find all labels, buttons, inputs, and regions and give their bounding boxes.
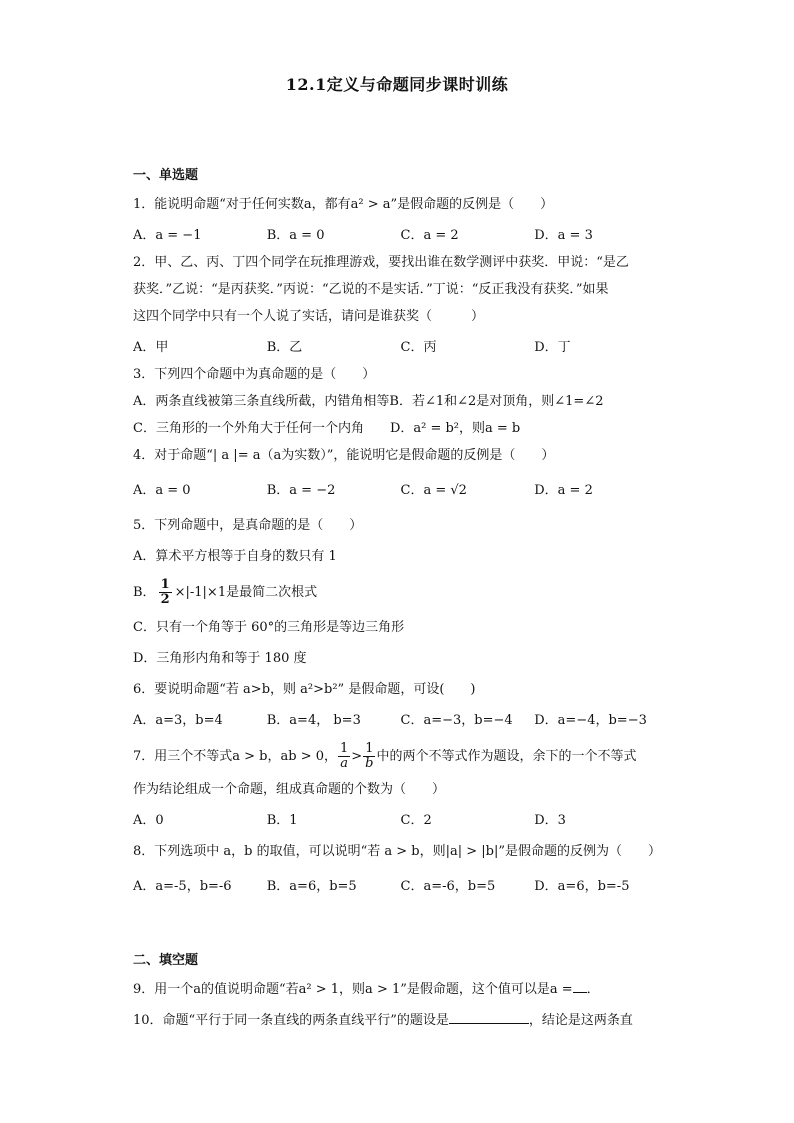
question-6: 6．要说明命题“若 a>b，则 a²>b²” 是假命题，可设( ) <box>133 682 476 697</box>
question-10-text: 10．命题“平行于同一条直线的两条直线平行”的题设是 <box>133 1013 449 1028</box>
question-7-suffix: 中的两个不等式作为题设，余下的一个不等式 <box>376 748 637 764</box>
option-d: D．a=−4，b=−3 <box>534 713 647 728</box>
question-5-option-a: A．算术平方根等于自身的数只有 1 <box>133 549 337 564</box>
option-c: C．a = 2 <box>400 228 459 243</box>
question-1: 1．能说明命题“对于任何实数a，都有a² > a”是假命题的反例是（ ） <box>133 197 554 212</box>
option-b: B．a=4， b=3 <box>266 713 361 728</box>
question-7-line-1 <box>133 739 668 773</box>
question-10 <box>133 1010 668 1031</box>
greater-than-sign: > <box>351 748 363 764</box>
question-7-prefix: 7．用三个不等式a > b，ab > 0， <box>133 748 338 764</box>
section-spacer <box>133 897 668 945</box>
option-c: C．a=-6，b=5 <box>400 879 496 894</box>
option-c: C．丙 <box>400 340 437 355</box>
question-5: 5．下列命题中，是真命题的是（ ） <box>133 518 363 533</box>
page-title: 12.1定义与命题同步课时训练 <box>285 75 509 94</box>
question-5-option-d: D．三角形内角和等于 180 度 <box>133 651 307 666</box>
answer-blank[interactable] <box>449 1011 529 1024</box>
section-heading-single-choice: 一、单选题 <box>133 168 199 183</box>
option-a: A．0 <box>133 813 164 828</box>
option-c: C．a = √2 <box>400 483 467 498</box>
question-1-options <box>133 225 668 246</box>
worksheet-content <box>133 160 668 1031</box>
question-7-options <box>133 810 668 831</box>
question-9 <box>133 979 668 1000</box>
option-b-text: ×|-1|×1是最简二次根式 <box>174 584 318 600</box>
question-4-options <box>133 480 668 501</box>
fraction-denominator: b <box>365 755 374 771</box>
fraction-numerator: 1 <box>340 740 349 756</box>
question-9-text: 9．用一个a的值说明命题“若a² > 1，则a > 1”是假命题，这个值可以是a = <box>133 982 573 997</box>
option-a: A．a = −1 <box>133 228 202 243</box>
answer-blank[interactable] <box>573 980 587 993</box>
question-2-line-1: 2．甲、乙、丙、丁四个同学在玩推理游戏，要找出谁在数学测评中获奖．甲说：“是乙 <box>133 255 629 270</box>
option-b: B．1 <box>266 813 298 828</box>
question-4: 4．对于命题“| a |= a（a为实数）”，能说明它是假命题的反例是（ ） <box>133 448 555 463</box>
question-3-options-ab: A．两条直线被第三条直线所截，内错角相等B．若∠1和∠2是对顶角，则∠1=∠2 <box>133 394 604 409</box>
option-b: B．a = −2 <box>266 483 336 498</box>
option-b: B．乙 <box>266 340 303 355</box>
option-d: D．a=6，b=-5 <box>534 879 630 894</box>
option-a: A．a = 0 <box>133 483 191 498</box>
fraction-one-half <box>159 578 172 607</box>
option-b: B．a=6，b=5 <box>266 879 357 894</box>
question-2-line-2: 获奖．”乙说：“是丙获奖．”丙说：“乙说的不是实话．”丁说：“反正我没有获奖．”如果 <box>133 282 609 297</box>
fraction-one-over-b <box>363 742 375 771</box>
question-3-options-cd: C．三角形的一个外角大于任何一个内角 D．a² = b²，则a = b <box>133 421 521 436</box>
option-a: A．甲 <box>133 340 169 355</box>
option-d: D．a = 2 <box>534 483 593 498</box>
option-d: D．a = 3 <box>534 228 593 243</box>
section-heading-fill-in: 二、填空题 <box>133 953 199 968</box>
question-9-end: ． <box>586 982 600 997</box>
fraction-numerator: 1 <box>365 740 374 756</box>
question-6-options <box>133 710 668 731</box>
question-5-option-b <box>133 577 668 607</box>
question-8-options <box>133 876 668 897</box>
option-b-prefix: B． <box>133 584 156 600</box>
option-a: A．a=3，b=4 <box>133 713 223 728</box>
fraction-denominator: 2 <box>160 591 170 607</box>
question-5-option-c: C．只有一个角等于 60°的三角形是等边三角形 <box>133 620 405 635</box>
fraction-denominator: a <box>340 755 349 771</box>
question-8: 8．下列选项中 a，b 的取值，可以说明“若 a > b，则|a| > |b|”是假命题的反例为（ ） <box>133 844 662 859</box>
question-2-options <box>133 337 668 358</box>
fraction-one-over-a <box>338 742 350 771</box>
option-c: C．a=−3，b=−4 <box>400 713 513 728</box>
option-d: D．3 <box>534 813 566 828</box>
option-b: B．a = 0 <box>266 228 325 243</box>
question-10-suffix: ，结论是这两条直 <box>528 1013 633 1028</box>
option-c: C．2 <box>400 813 432 828</box>
fraction-numerator: 1 <box>160 576 170 592</box>
question-3: 3．下列四个命题中为真命题的是（ ） <box>133 367 376 382</box>
option-a: A．a=-5，b=-6 <box>133 879 232 894</box>
question-7-line-2: 作为结论组成一个命题，组成真命题的个数为（ ） <box>133 782 446 797</box>
option-d: D．丁 <box>534 340 571 355</box>
question-2-line-3: 这四个同学中只有一个人说了实话，请问是谁获奖（ ） <box>133 309 485 324</box>
